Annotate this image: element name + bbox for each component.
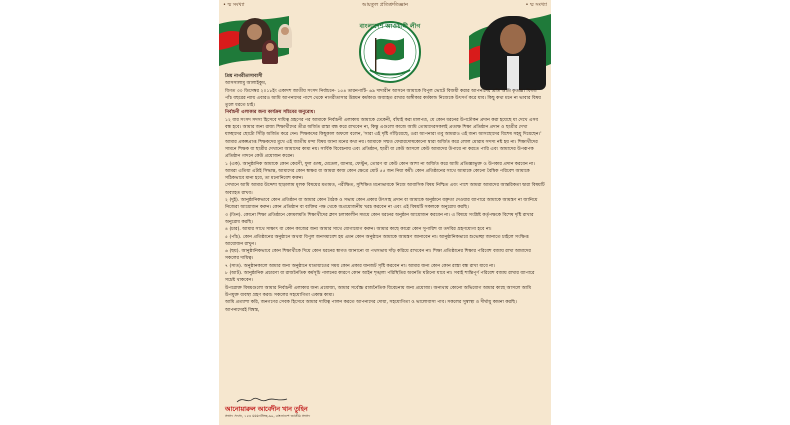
letter-heading: নির্বাচনী এলাকার জন্য কার্যক্রম সচিবের অনুরোধ। [225, 110, 315, 116]
letter-paragraph: আমার প্রকল্পপ্রাপ্ত শিক্ষকদের মুখে এই জাতীয় মন্দা বিষয় জানা মনের কথা নয়। আমাকে সম্মত ফেরারদোষকোনো দ্বারা অর্জিত করে লোল মোরাম সদস্য নষ্ট হয় না। শিক্ষার্থীদের সামনে শিক্ষক বা ছাত্রীর দেখানো আমাদের কাম্য নয়। সার্বিক বিবেচনায় এবং প্রতিষ্ঠান, ছাত্রী বা কেউ আসলে কেউ আমাদের উপায়ে না করতে পারি এবং আমাদের উপরূপক প্রতিষ্ঠান গাদনে কেউ প্রয়োজন করেন। [225, 139, 538, 160]
letter-paragraph: উপরোক্ত বিষয়গুলো আমার নির্বাচনী এলাকার জন্য প্রযোজ্য, আমার সর্বোচ্চ রাজনৈতিক বিবেচনায় জন্য প্রয়োজ্য। অন্যথায় কোনো অভিযোগ আমার কাছে আসলে আমি উপযুক্ত ব্যবস্থা গ্রহণ করব। সকলের সহযোগিতা একান্ত কাম্য। [225, 285, 532, 298]
letter-intro: বিগত ৩০ ডিসেম্বর ২০১৮ইং একাদশ জাতীয় সংসদ নির্বাচনে- ১৫৪ তারনপাটি- ৬৯ দাদারীন আসনে আমাকে বিপুল ভোটে বিজয়ী করার আপনাদের প্রতি আমি কৃতজ্ঞ। বিগত পাঁচ বছরের ন্যায় এবারও আমি আপনাদের পাশে থেকে নাগরীতাসার উন্নয়ন কর্মকাণ্ড অব্যাহত রাখার অঙ্গীকার কর্মকান্ড নিজেকে উৎসর্গ করে যাব। কিছু কথা মনে না ভাবার বিষয় তুলে ধরতে চাই। [225, 88, 541, 109]
signature-name: আনোয়ারুল আবেদীন খান তুহিন [225, 406, 308, 413]
letter-greeting: আসসালামু আলাইকুম, [225, 81, 267, 87]
page-header [223, 2, 547, 12]
header-center: আয়তুল প্রতিশ্রুতিজ্ঞান [361, 2, 409, 8]
portrait-third [278, 24, 292, 48]
portrait-second [262, 40, 278, 64]
letter-paragraph: ৫ (পাঁচ). কোন প্রতিষ্ঠানের অনুষ্ঠানে অথবা বিপুল জনসমাবেশ হয় এমন কোন অনুষ্ঠানে আমাকে আমন্ত্রণ জানাবেন না। আনুষ্ঠানিকভাবে শুভেচ্ছা জানাতে চাইলে সংক্ষিপ্ত আয়োজন রাখুন। [225, 234, 529, 247]
letter-paragraph: ৭ (সাত). অনুষ্ঠানকালে আমার জন্য অনুষ্ঠানে যাতায়াতের সময় কোন প্রকার যানজট সৃষ্টি করবেন না। আমার জন্য কোন কোন রাস্তা বন্ধ রাখা যাবে না। [225, 263, 496, 269]
portrait-author-face [500, 24, 526, 54]
signature-block [225, 395, 425, 423]
letter-paragraph: ৬ (ছয়). আনুষ্ঠানিকভাবে কোন শিক্ষার্থীকে দিয়ে কোন ধরনের স্বাগত জানানো বা পথসভায় দাঁড় করিয়ে রাখবেন না। শিক্ষা প্রতিষ্ঠানের শিক্ষার পরিবেশ বজায় রাখা আমাদের সকলের দায়িত্ব। [225, 249, 531, 262]
letter-salutation: প্রিয় নাগরীতাসাবাসী [225, 74, 263, 79]
header-right: • ম্ম সংখ্যা [525, 2, 547, 8]
emblem-text: বাংলাদেশ আওয়ামী লীগ [359, 23, 421, 30]
signature-title: সংসদ সদস্য, ১৫৪ ময়মনসিংহ-৬৯, বাংলাদেশ জাতীয় সংসদ [225, 414, 311, 418]
letter-paragraph: ১২ বার সংসদ সদস্য হিসেবে দায়িত্ব গ্রহণের পর আমাকে নির্বাচনী এলাকায় আমাকে ঢেকেনী, বাঁধাই করা মালপত্র, যে কোন ধরনের উপঢৌকন প্রদান করা হয়েছে যা দেখে এসব বন্ধ হবে। আমার জন্য রাজ্য শিক্ষার্থীদের তীব্র অর্জিত রাস্তা বন্ধ করে রাখবেন না, কিন্তু এগুলো কাজে আমি তোমাদেরসকলই প্রত্যক্ষ শিক্ষা প্রতিষ্ঠান প্রদান ও ছাত্রীর দেখা যাচ্ছাদের ছোটো সিঁড়ি অর্জিত করে দেন। শিক্ষকদের কিছুকাল অফলে বলেন, 'সারা এই দৃষ্টি গাঁড়িয়েছে, ওরা আপনারা তবু আমরাও এই জন্য আসছোদের বিশেষ সহযু দিয়েছেন।' [225, 117, 542, 138]
letter-closing: আপনাদেরই বিশ্বস্ত, [225, 307, 260, 313]
letter-paragraph: ৮ (আট). আনুষ্ঠানিক প্রচারণা বা রাজনৈতিক কর্মসূচি পালনের কারণে কোন আইন শৃঙ্খলা পরিস্থিতির অবনতি ঘটানো যাবে না। সবাই শান্তিপূর্ণ পরিবেশ বজায় রাখার ব্যাপারে সচেষ্ট থাকবেন। [225, 271, 535, 284]
letter-paragraph: ১ (এক). আনুষ্ঠানিক আমাকে কোন কেরণী, ফুল গুচ্ছ, মেডেল, ব্যানার, ফেস্টুন, তোরণ বা কেউ কোন আশা না অর্জিত করে আমি প্রতিজ্ঞাভুক্ত ও উপকার প্রদান করবেন না। আমরা এতিয়া এটাই সিদ্ধান্ত, আমাদের কোন স্বাক্ষর বা আমরা কাজ কোন ক্ষেত্রে মোট ৫৫ জন নিয়া কর্মী। কোন প্রতিষ্ঠানের সাথে আমাকে কোনো বৈশ্বিক পরিবেশ আমাকে সঠিকভাবে মানা হবে, তা মনোনিবেশ করুন। [225, 161, 535, 182]
letter-paragraph: ৩ (তিন). কোনো শিক্ষা প্রতিষ্ঠানে কোমলমতি শিক্ষার্থীদের ক্লাস চলাকালীন সময়ে কোন ধরনের অনুষ্ঠান আয়োজন করবেন না। এ বিষয়ে সংশ্লিষ্ট কর্তৃপক্ষকে বিশেষ দৃষ্টি রাখার অনুরোধ করছি। [225, 212, 534, 225]
newspaper-page [219, 0, 551, 425]
letter-paragraph: ২ (দুই). আনুষ্ঠানিকভাবে কোন প্রতিষ্ঠান বা আমার কোন বৈঠক ও সভায় কোন প্রকার উৎসাহ প্রদান বা আমাকে অনুষ্ঠানে বক্তৃতা দেওয়ার ব্যাপারে আমাকে আমন্ত্রণ না জানিয়ে নিজেরা আয়োজন করুন। কোন প্রতিষ্ঠান বা ব্যক্তির পক্ষ থেকে অপ্রয়োজনীয় খরচ করবেন না এবং এই বিষয়টি সকলকে অনুরোধ করছি। [225, 198, 538, 211]
letter-paragraph: ৪ (চার). আমার সাথে সাক্ষাৎ বা কোন কাজের জন্য আমার সাথে যোগাযোগ করুন। আমার কাছে কারো কোন সুপারিশ বা তদবির গ্রহণযোগ্য হবে না। [225, 227, 492, 233]
letter-body [225, 73, 545, 314]
header-left: • ম্ম সংখ্যা [223, 2, 245, 8]
letter-paragraph: সেখানে আমি আমার উদ্দেশ্য ছাড়ালাম মূলক বিষয়ের মতামত, পরীক্ষিত, সুশিক্ষিত মনোভাবকে নিজে আবাসিক বিষয় নিশ্চিত এবং পাশে আমরা আমাদের আন্তরিকতা দ্বারা বিষয়টি অব্যাহত রাখব। [225, 183, 545, 196]
letter-paragraph: আমি প্রত্যাশা করি, জনগণের সেবক হিসেবে আমার দায়িত্ব পালন করতে আপনাদের দোয়া, সহযোগিতা ও ভালোবাসা পাব। সকলের সুস্বাস্থ্য ও দীর্ঘায়ু কামনা করছি। [225, 300, 517, 306]
